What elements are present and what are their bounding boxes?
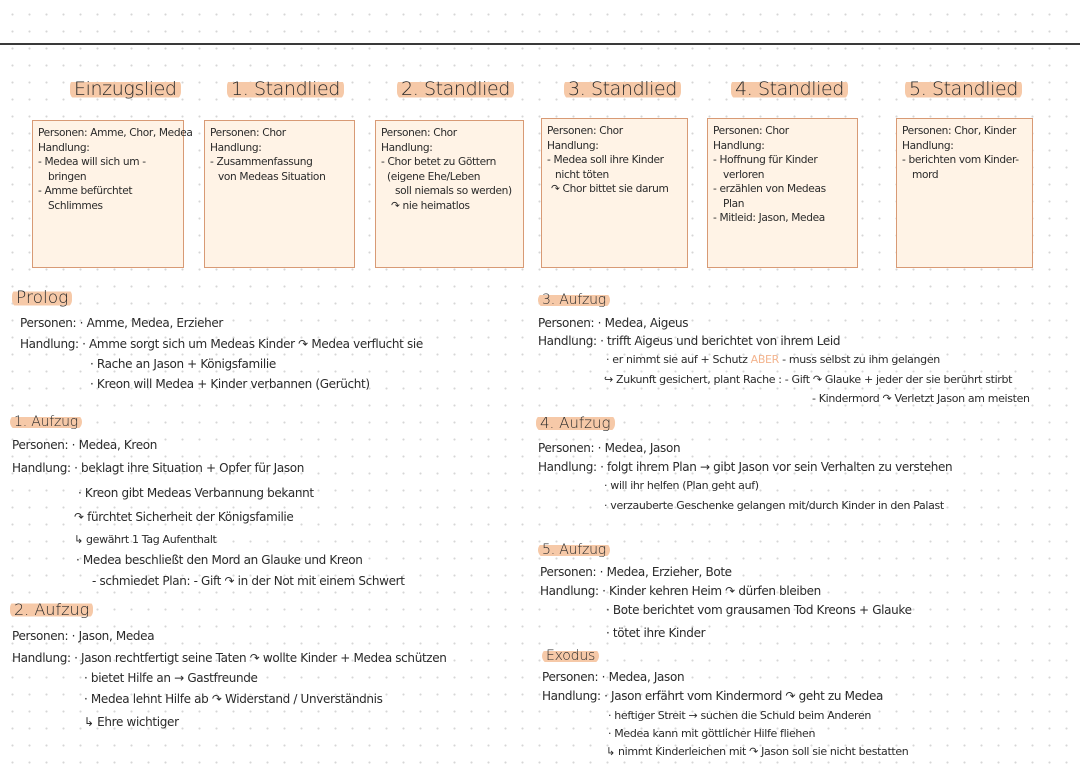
aufzug4-handlung-2: · will ihr helfen (Plan geht auf)	[604, 479, 759, 492]
song-box-standlied-4	[707, 118, 858, 268]
box-line: - Chor betet zu Göttern	[381, 156, 496, 168]
aufzug2-handlung-3: · Medea lehnt Hilfe ab ↷ Widerstand / Unverständnis	[84, 692, 383, 706]
box-line: - Medea will sich um -	[38, 156, 146, 168]
aufzug4-personen: Personen: · Medea, Jason	[538, 441, 681, 455]
exodus-handlung-2: · heftiger Streit → suchen die Schuld beim Anderen	[608, 709, 872, 722]
box-line: Handlung:	[381, 141, 433, 154]
box-line: Handlung:	[713, 139, 765, 152]
aufzug2-handlung-4: ↳ Ehre wichtiger	[84, 715, 179, 729]
prolog-handlung-2: · Rache an Jason + Königsfamilie	[90, 357, 276, 371]
box-line: (eigene Ehe/Leben	[387, 170, 481, 183]
box-line: Handlung:	[547, 139, 599, 152]
box-line: Personen: Amme, Chor, Medea	[38, 127, 193, 139]
box-line: - erzählen von Medeas	[713, 183, 826, 195]
aufzug1-handlung-5: · Medea beschließt den Mord an Glauke und Kreon	[76, 553, 363, 567]
box-line: Personen: Chor	[210, 127, 286, 139]
section-title-prolog: Prolog	[12, 288, 72, 308]
box-line: von Medeas Situation	[218, 170, 326, 183]
top-rule	[0, 43, 1080, 45]
box-line: nicht töten	[555, 168, 609, 181]
aufzug3-handlung-3: ↪ Zukunft gesichert, plant Rache : - Gift ↷ Glauke + jeder der sie berührt stirbt	[604, 373, 1013, 386]
song-box-standlied-5	[896, 118, 1033, 268]
prolog-handlung-3: · Kreon will Medea + Kinder verbannen (Gerücht)	[90, 377, 370, 391]
box-line: Handlung:	[38, 141, 90, 154]
box-line: Handlung:	[210, 141, 262, 154]
box-line: verloren	[723, 168, 765, 181]
aufzug5-handlung-1: Handlung: · Kinder kehren Heim ↷ dürfen bleiben	[540, 584, 821, 598]
aufzug5-handlung-2: · Bote berichtet vom grausamen Tod Kreons + Glauke	[606, 603, 912, 617]
aufzug2-handlung-1: Handlung: · Jason rechtfertigt seine Taten ↷ wollte Kinder + Medea schützen	[12, 651, 447, 665]
box-line: ↷ nie heimatlos	[391, 199, 470, 212]
exodus-handlung-3: · Medea kann mit göttlicher Hilfe fliehen	[608, 727, 816, 740]
exodus-personen: Personen: · Medea, Jason	[542, 670, 685, 684]
aufzug2-handlung-2: · bietet Hilfe an → Gastfreunde	[84, 671, 258, 685]
aufzug1-handlung-6: - schmiedet Plan: - Gift ↷ in der Not mit einem Schwert	[92, 574, 405, 588]
box-line: - Zusammenfassung	[210, 156, 313, 168]
section-title-aufzug-4: 4. Aufzug	[536, 414, 615, 432]
box-line: - Medea soll ihre Kinder	[547, 154, 664, 166]
aufzug4-handlung-3: · verzauberte Geschenke gelangen mit/durch Kinder in den Palast	[604, 499, 944, 512]
box-line: - Hoffnung für Kinder	[713, 154, 818, 166]
song-title-standlied-3: 3. Standlied	[564, 78, 681, 100]
aufzug5-handlung-3: · tötet ihre Kinder	[606, 626, 706, 640]
aber-note: ABER	[750, 353, 779, 366]
song-title-standlied-1: 1. Standlied	[227, 78, 344, 100]
song-box-einzugslied	[32, 120, 193, 268]
aufzug3-handlung-2a: · er nimmt sie auf + Schutz	[606, 353, 748, 366]
aufzug5-personen: Personen: · Medea, Erzieher, Bote	[540, 565, 732, 579]
aufzug1-handlung-3: ↷ fürchtet Sicherheit der Königsfamilie	[74, 510, 294, 524]
box-line: bringen	[48, 170, 87, 183]
prolog-personen: Personen: · Amme, Medea, Erzieher	[20, 316, 224, 330]
aufzug1-handlung-1: Handlung: · beklagt ihre Situation + Opfer für Jason	[12, 461, 305, 475]
exodus-handlung-1: Handlung: · Jason erfährt vom Kindermord ↷ geht zu Medea	[542, 689, 883, 703]
box-line: Handlung:	[902, 139, 954, 152]
box-line: - Amme befürchtet	[38, 185, 133, 197]
box-line: ↷ Chor bittet sie darum	[551, 183, 669, 195]
song-box-standlied-1	[204, 120, 355, 268]
aufzug3-handlung-2c: - muss selbst zu ihm gelangen	[782, 353, 940, 366]
box-line: - berichten vom Kinder-	[902, 154, 1019, 166]
song-title-standlied-4: 4. Standlied	[731, 78, 848, 100]
box-line: - Mitleid: Jason, Medea	[713, 212, 825, 224]
aufzug2-personen: Personen: · Jason, Medea	[12, 629, 155, 643]
song-box-standlied-2	[375, 120, 524, 268]
section-title-aufzug-1: 1. Aufzug	[10, 414, 82, 430]
song-title-standlied-2: 2. Standlied	[397, 78, 514, 100]
aufzug1-handlung-2: · Kreon gibt Medeas Verbannung bekannt	[78, 486, 314, 500]
aufzug4-handlung-1: Handlung: · folgt ihrem Plan → gibt Jason vor sein Verhalten zu verstehen	[538, 460, 953, 474]
section-title-aufzug-2: 2. Aufzug	[10, 600, 93, 619]
song-title-standlied-5: 5. Standlied	[905, 78, 1022, 100]
box-line: Personen: Chor	[713, 125, 789, 137]
aufzug3-handlung-4: - Kindermord ↷ Verletzt Jason am meisten	[812, 392, 1030, 405]
aufzug3-handlung-2	[606, 352, 940, 368]
section-title-aufzug-5: 5. Aufzug	[538, 542, 610, 558]
box-line: Personen: Chor	[381, 127, 457, 139]
box-line: Personen: Chor, Kinder	[902, 125, 1016, 137]
song-title-einzugslied: Einzugslied	[70, 78, 181, 100]
section-title-aufzug-3: 3. Aufzug	[538, 292, 610, 308]
aufzug3-handlung-1: Handlung: · trifft Aigeus und berichtet von ihrem Leid	[538, 334, 841, 348]
box-line: Personen: Chor	[547, 125, 623, 137]
aufzug1-personen: Personen: · Medea, Kreon	[12, 438, 157, 452]
prolog-handlung-1: Handlung: · Amme sorgt sich um Medeas Kinder ↷ Medea verflucht sie	[20, 337, 423, 351]
box-line: Schlimmes	[48, 199, 103, 212]
box-line: soll niemals so werden)	[395, 185, 512, 197]
aufzug1-handlung-4: ↳ gewährt 1 Tag Aufenthalt	[74, 533, 217, 546]
song-box-standlied-3	[541, 118, 688, 268]
exodus-handlung-4: ↳ nimmt Kinderleichen mit ↷ Jason soll sie nicht bestatten	[606, 745, 909, 758]
box-line: Plan	[723, 197, 745, 210]
section-title-exodus: Exodus	[542, 648, 599, 664]
aufzug3-personen: Personen: · Medea, Aigeus	[538, 316, 689, 330]
box-line: mord	[912, 168, 939, 181]
